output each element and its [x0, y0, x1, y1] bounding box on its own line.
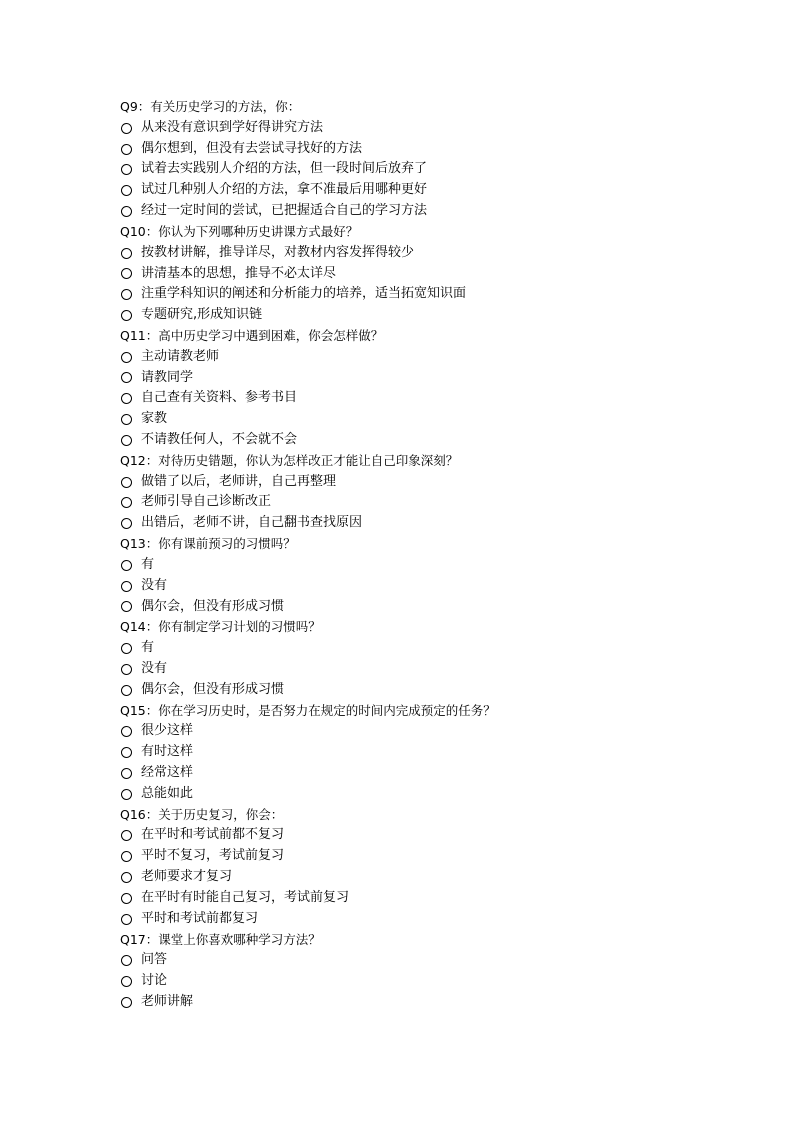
question-title: Q9：有关历史学习的方法，你：: [120, 99, 301, 114]
option-label: 试着去实践别人介绍的方法，但一段时间后放弃了: [141, 161, 428, 177]
radio-button[interactable]: [121, 164, 132, 175]
questionnaire: [120, 97, 760, 1013]
option[interactable]: [120, 180, 760, 201]
option-label: 家教: [141, 411, 168, 427]
option-label: 经过一定时间的尝试，已把握适合自己的学习方法: [141, 203, 428, 219]
option[interactable]: [120, 597, 760, 618]
radio-button[interactable]: [121, 372, 132, 383]
option[interactable]: [120, 243, 760, 264]
question-title: Q13：你有课前预习的习惯吗？: [120, 536, 296, 552]
radio-button[interactable]: [121, 976, 132, 987]
option[interactable]: [120, 909, 760, 930]
option[interactable]: [120, 555, 760, 576]
radio-button[interactable]: [121, 789, 132, 800]
question-q17: [120, 930, 760, 1013]
question-q10: [120, 222, 760, 326]
option-label: 偶尔会，但没有形成习惯: [141, 681, 285, 697]
radio-button[interactable]: [121, 914, 132, 925]
option[interactable]: [120, 888, 760, 909]
radio-button[interactable]: [121, 997, 132, 1008]
option-label: 有: [141, 640, 155, 656]
radio-button[interactable]: [121, 851, 132, 862]
option-label: 老师引导自己诊断改正: [141, 494, 272, 510]
option[interactable]: [120, 472, 760, 493]
option[interactable]: [120, 388, 760, 409]
option-label: 请教同学: [141, 369, 194, 385]
option-label: 平时和考试前都复习: [141, 910, 259, 926]
radio-button[interactable]: [121, 893, 132, 904]
option[interactable]: [120, 867, 760, 888]
option-label: 讨论: [141, 973, 168, 989]
option-label: 有: [141, 556, 155, 572]
question-title: Q16：关于历史复习，你会：: [120, 806, 284, 822]
radio-button[interactable]: [121, 248, 132, 259]
option[interactable]: [120, 971, 760, 992]
option[interactable]: [120, 825, 760, 846]
option[interactable]: [120, 201, 760, 222]
option-label: 自己查有关资料、参考书目: [141, 390, 298, 406]
option[interactable]: [120, 742, 760, 763]
option[interactable]: [120, 992, 760, 1013]
option-label: 总能如此: [141, 785, 194, 801]
option[interactable]: [120, 492, 760, 513]
question-q11: [120, 326, 760, 451]
option-label: 试过几种别人介绍的方法，拿不准最后用哪种更好: [141, 182, 428, 198]
option-label: 没有: [141, 577, 168, 593]
option[interactable]: [120, 950, 760, 971]
question-q13: [120, 534, 760, 617]
radio-button[interactable]: [121, 830, 132, 841]
option-label: 主动请教老师: [141, 348, 220, 364]
option-label: 不请教任何人，不会就不会: [141, 432, 298, 447]
question-q15: [120, 701, 760, 805]
option[interactable]: [120, 264, 760, 285]
option-label: 讲清基本的思想，推导不必太详尽: [141, 265, 337, 281]
option[interactable]: [120, 721, 760, 742]
option[interactable]: [120, 284, 760, 305]
option-label: 按教材讲解，推导详尽，对教材内容发挥得较少: [141, 244, 415, 260]
radio-button[interactable]: [121, 768, 132, 779]
option[interactable]: [120, 680, 760, 701]
question-title: Q10：你认为下列哪种历史讲课方式最好？: [120, 223, 359, 239]
option-label: 经常这样: [141, 765, 194, 780]
question-title: Q17：课堂上你喜欢哪种学习方法？: [120, 931, 321, 947]
question-title: Q15：你在学习历史时，是否努力在规定的时间内完成预定的任务？: [120, 702, 496, 718]
option-label: 注重学科知识的阐述和分析能力的培养，适当拓宽知识面: [141, 286, 467, 302]
radio-button[interactable]: [121, 206, 132, 217]
radio-button[interactable]: [121, 497, 132, 508]
option-label: 偶尔想到，但没有去尝试寻找好的方法: [141, 140, 363, 156]
radio-button[interactable]: [121, 477, 132, 488]
option[interactable]: [120, 430, 760, 451]
radio-button[interactable]: [121, 726, 132, 737]
radio-button[interactable]: [121, 310, 132, 321]
question-q16: [120, 805, 760, 930]
radio-button[interactable]: [121, 185, 132, 196]
radio-button[interactable]: [121, 144, 132, 155]
option[interactable]: [120, 763, 760, 784]
question-q9: [120, 97, 760, 222]
radio-button[interactable]: [121, 872, 132, 883]
question-title: Q12：对待历史错题，你认为怎样改正才能让自己印象深刻？: [120, 452, 459, 468]
option[interactable]: [120, 576, 760, 597]
question-title: Q11：高中历史学习中遇到困难，你会怎样做？: [120, 327, 384, 343]
option-label: 老师讲解: [141, 993, 194, 1009]
option[interactable]: [120, 409, 760, 430]
option-label: 做错了以后，老师讲，自己再整理: [141, 473, 337, 489]
option-label: 老师要求才复习: [141, 869, 233, 885]
option-label: 从来没有意识到学好得讲究方法: [141, 119, 324, 135]
option[interactable]: [120, 305, 760, 326]
option[interactable]: [120, 159, 760, 180]
radio-button[interactable]: [121, 289, 132, 300]
radio-button[interactable]: [121, 518, 132, 529]
option-label: 没有: [141, 660, 168, 676]
option[interactable]: [120, 368, 760, 389]
option[interactable]: [120, 638, 760, 659]
radio-button[interactable]: [121, 393, 132, 404]
option-label: 问答: [141, 952, 168, 968]
radio-button[interactable]: [121, 643, 132, 654]
option-label: 很少这样: [141, 723, 194, 739]
option[interactable]: [120, 347, 760, 368]
radio-button[interactable]: [121, 123, 132, 134]
question-title: Q14：你有制定学习计划的习惯吗？: [120, 619, 321, 635]
radio-button[interactable]: [121, 955, 132, 966]
option-label: 在平时有时能自己复习，考试前复习: [141, 889, 350, 905]
option-label: 专题研究,形成知识链: [141, 307, 263, 323]
question-q14: [120, 617, 760, 700]
option-label: 在平时和考试前都不复习: [141, 827, 285, 843]
option[interactable]: [120, 784, 760, 805]
radio-button[interactable]: [121, 414, 132, 425]
radio-button[interactable]: [121, 268, 132, 279]
radio-button[interactable]: [121, 435, 132, 446]
radio-button[interactable]: [121, 560, 132, 571]
option-label: 平时不复习，考试前复习: [141, 848, 285, 864]
option-label: 有时这样: [141, 744, 194, 760]
radio-button[interactable]: [121, 747, 132, 758]
option-label: 偶尔会，但没有形成习惯: [141, 598, 285, 614]
option[interactable]: [120, 139, 760, 160]
option-label: 出错后，老师不讲，自己翻书查找原因: [141, 515, 363, 531]
option[interactable]: [120, 513, 760, 534]
radio-button[interactable]: [121, 601, 132, 612]
radio-button[interactable]: [121, 581, 132, 592]
option[interactable]: [120, 118, 760, 139]
radio-button[interactable]: [121, 664, 132, 675]
question-q12: [120, 451, 760, 534]
radio-button[interactable]: [121, 352, 132, 363]
option[interactable]: [120, 846, 760, 867]
radio-button[interactable]: [121, 685, 132, 696]
option[interactable]: [120, 659, 760, 680]
